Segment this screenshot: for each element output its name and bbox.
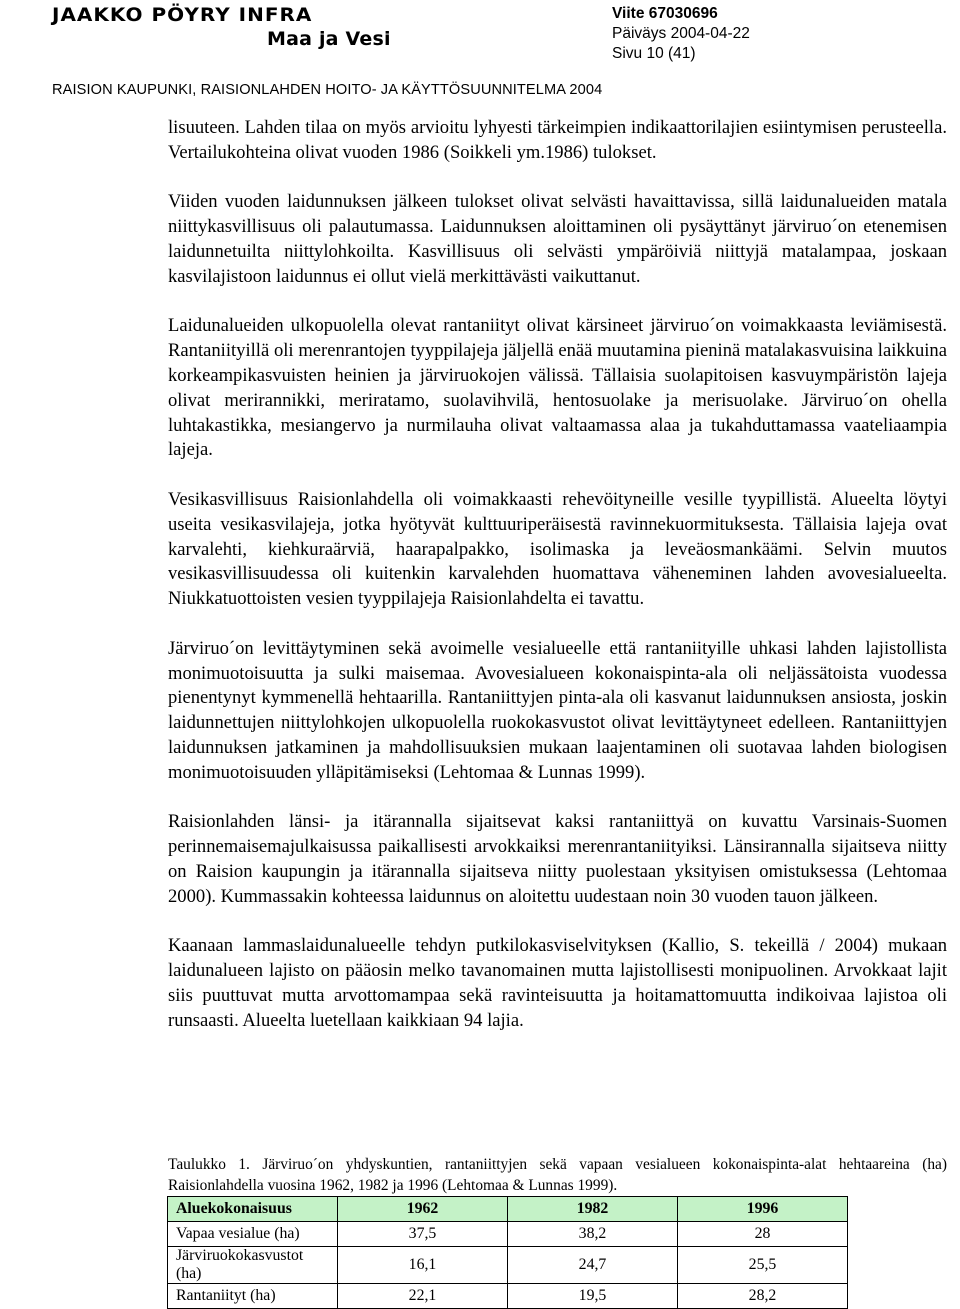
table-header-cell: Aluekokonaisuus bbox=[168, 1197, 338, 1222]
table-header-cell: 1982 bbox=[508, 1197, 678, 1222]
document-date: Päiväys 2004-04-22 bbox=[612, 25, 750, 42]
table-cell: 16,1 bbox=[338, 1247, 508, 1284]
document-reference: Viite 67030696 bbox=[612, 5, 718, 22]
table-cell: 22,1 bbox=[338, 1284, 508, 1309]
running-title: RAISION KAUPUNKI, RAISIONLAHDEN HOITO- JA KÄYTTÖSUUNNITELMA 2004 bbox=[52, 82, 603, 98]
table-cell: 37,5 bbox=[338, 1222, 508, 1247]
paragraph: Raisionlahden länsi- ja itärannalla sijaitsevat kaksi rantaniittyä on kuvattu Varsinais-Suomen perinnemaisemajulkaisussa paikallisesti arvokkaiksi merenrantaniityiksi. Länsirannalla sijaitseva niitty on Raision kaupungin ja itärannalla sijaitseva niitty puolestaan yksityisen omistuksessa (Lehtomaa 2000). Kummassakin kohteessa laidunnus on aloitettu uudestaan noin 30 vuoden tauon jälkeen. bbox=[168, 811, 947, 907]
table-cell: 24,7 bbox=[508, 1247, 678, 1284]
table-row bbox=[168, 1284, 848, 1309]
logo-company-name: JAAKKO PÖYRY INFRA bbox=[52, 3, 313, 26]
table-cell: Rantaniityt (ha) bbox=[168, 1284, 338, 1309]
table-cell: 28,2 bbox=[678, 1284, 848, 1309]
table-caption: Taulukko 1. Järviruo´on yhdyskuntien, rantaniittyjen sekä vapaan vesialueen kokonaispinta-alat hehtaareina (ha) Raisionlahdella vuosina 1962, 1982 ja 1996 (Lehtomaa & Lunnas 1999). bbox=[168, 1156, 947, 1194]
table-header-cell: 1962 bbox=[338, 1197, 508, 1222]
table-cell: 28 bbox=[678, 1222, 848, 1247]
area-table bbox=[167, 1196, 848, 1309]
paragraph: Laidunalueiden ulkopuolella olevat rantaniityt olivat kärsineet järviruo´on voimakkaasta leviämisestä. Rantaniityillä oli merenrantojen tyyppilajeja jäljellä enää muutamina pieninä matalakasvuisina laikkuina korkeampikasvuisten heinien ja järviruokojen välissä. Tällaisia suolapitoisen kasvuympäristön lajeja olivat merirannikki, meriratamo, suolavihvilä, hentosuolake ja merisuolake. Järviruo´on ohella luhtakastikka, mesiangervo ja nurmilauha olivat valtaamassa alaa ja tukahduttamassa vaateliaampia lajeja. bbox=[168, 315, 947, 461]
table-cell: 25,5 bbox=[678, 1247, 848, 1284]
table-row bbox=[168, 1222, 848, 1247]
logo-division: Maa ja Vesi bbox=[267, 28, 391, 50]
page-number: Sivu 10 (41) bbox=[612, 45, 696, 62]
table-row bbox=[168, 1247, 848, 1284]
table-cell: Vapaa vesialue (ha) bbox=[168, 1222, 338, 1247]
paragraph: Järviruo´on levittäytyminen sekä avoimelle vesialueelle että rantaniityille uhkasi lahden lajistollista monimuotoisuutta ja sulki maisemaa. Avovesialueen kokonaispinta-ala oli neljässätoista vuodessa pienentynyt kymmenellä hehtaarilla. Rantaniittyjen pinta-ala oli kasvanut laidunnuksen ansiosta, joskin laidunnettujen niittylohkojen ulkopuolella ruokokasvustot olivat levittäytyneet edelleen. Rantaniittyjen laidunnuksen jatkaminen ja mahdollisuuksien mukaan laajentaminen oli suotavaa lahden biologisen monimuotoisuuden ylläpitämiseksi (Lehtomaa & Lunnas 1999). bbox=[168, 637, 947, 783]
table-cell: 19,5 bbox=[508, 1284, 678, 1309]
company-logo bbox=[52, 3, 391, 50]
table-header-row bbox=[168, 1197, 848, 1222]
paragraph: Vesikasvillisuus Raisionlahdella oli voimakkaasti rehevöityneille vesille tyypillistä. Alueelta löytyi useita vesikasvilajeja, jotka hyötyvät kulttuuriperäisestä ravinnekuormituksesta. Tällaisia lajeja ovat karvalehti, kiehkuraärviä, haarapalpakko, isolimaska ja leveäosmankäämi. Selvin muutos vesikasvillisuudessa oli kuitenkin karvalehden huomattava väheneminen lahden avovesialueelta. Niukkatuottoisten vesien tyyppilajeja Raisionlahdelta ei tavattu. bbox=[168, 488, 947, 610]
paragraph: Viiden vuoden laidunnuksen jälkeen tulokset olivat selvästi havaittavissa, sillä laidunalueiden matala niittykasvillisuus oli palautumassa. Laidunnuksen aloittaminen oli pysäyttänyt järviruo´on etenemisen laidunnetuilta niittylohkoilta. Kasvillisuus oli selvästi ympäröiviä niittyjä matalampaa, joskaan kasvilajistoon laidunnus ei ollut vielä merkittävästi vaikuttanut. bbox=[168, 191, 947, 287]
table-cell: Järviruokokasvustot (ha) bbox=[168, 1247, 338, 1284]
body-text bbox=[168, 116, 947, 1058]
paragraph: Kaanaan lammaslaidunalueelle tehdyn putkilokasviselvityksen (Kallio, S. tekeillä / 2004) mukaan laidunalueen lajisto on pääosin melko tavanomainen mutta lajistollisesti monipuolinen. Arvokkaat lajit siis puuttuvat mutta arvottomampaa sekä ravinteisuutta ja hoitamattomuutta indikoivaa lajistoa oli runsaasti. Alueelta luetellaan kaikkiaan 94 lajia. bbox=[168, 935, 947, 1031]
document-meta bbox=[612, 4, 750, 64]
paragraph: lisuuteen. Lahden tilaa on myös arvioitu lyhyesti tärkeimpien indikaattorilajien esiintymisen perusteella. Vertailukohteina olivat vuoden 1986 (Soikkeli ym.1986) tulokset. bbox=[168, 117, 947, 163]
table-header-cell: 1996 bbox=[678, 1197, 848, 1222]
table-cell: 38,2 bbox=[508, 1222, 678, 1247]
